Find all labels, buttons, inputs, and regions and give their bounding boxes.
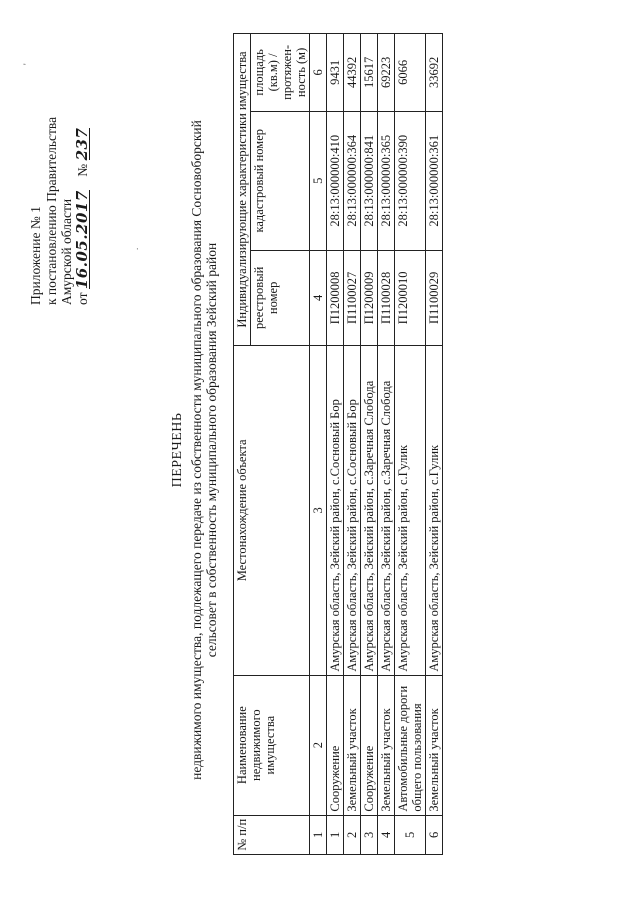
row-registry: П1200008 xyxy=(327,250,344,345)
row-name: Земельный участок xyxy=(344,675,361,815)
row-cadastral: 28:13:000000:410 xyxy=(327,111,344,250)
header-cadastral: кадастровый номер xyxy=(251,111,310,250)
table-row xyxy=(426,34,443,855)
row-cadastral: 28:13:000000:365 xyxy=(378,111,395,250)
document-title xyxy=(170,55,220,845)
row-location: Амурская область, Зейский район, с.Гулик xyxy=(426,346,443,676)
row-name: Сооружение xyxy=(361,675,378,815)
property-table xyxy=(233,33,443,855)
column-number: 1 xyxy=(310,815,327,854)
row-location: Амурская область, Зейский район, с.Сосновый Бор xyxy=(344,346,361,676)
header-name: Наименование недвижимого имущества xyxy=(234,675,310,815)
row-registry: П1200009 xyxy=(361,250,378,345)
title-main: ПЕРЕЧЕНЬ xyxy=(170,412,185,488)
table-row xyxy=(344,34,361,855)
row-registry: П1100027 xyxy=(344,250,361,345)
row-name: Сооружение xyxy=(327,675,344,815)
table-row xyxy=(378,34,395,855)
row-num: 3 xyxy=(361,815,378,854)
column-number-row xyxy=(310,34,327,855)
row-area: 9431 xyxy=(327,34,344,112)
row-num: 2 xyxy=(344,815,361,854)
row-location: Амурская область, Зейский район, с.Заречная Слобода xyxy=(378,346,395,676)
row-location: Амурская область, Зейский район, с.Сосновый Бор xyxy=(327,346,344,676)
row-cadastral: 28:13:000000:390 xyxy=(395,111,426,250)
column-number: 3 xyxy=(310,346,327,676)
row-cadastral: 28:13:000000:364 xyxy=(344,111,361,250)
title-line-2: сельсовет в собственность муниципального образования Зейский район xyxy=(204,242,219,658)
row-num: 6 xyxy=(426,815,443,854)
column-number: 6 xyxy=(310,34,327,112)
row-name: Автомобильные дороги общего пользования xyxy=(395,675,426,815)
row-area: 44392 xyxy=(344,34,361,112)
row-area: 33692 xyxy=(426,34,443,112)
number-prefix: № xyxy=(74,163,90,177)
row-name: Земельный участок xyxy=(378,675,395,815)
header-num: № п/п xyxy=(234,815,310,854)
header-location: Местонахождение объекта xyxy=(234,346,310,676)
header-ident-group: Индивидуализирующие характеристики имущества xyxy=(234,34,251,346)
row-num: 4 xyxy=(378,815,395,854)
row-num: 1 xyxy=(327,815,344,854)
row-area: 69223 xyxy=(378,34,395,112)
row-registry: П1100028 xyxy=(378,250,395,345)
title-line-1: недвижимого имущества, подлежащего передаче из собственности муниципального образования Сосновоборский xyxy=(188,120,204,780)
row-cadastral: 28:13:000000:841 xyxy=(361,111,378,250)
table-row xyxy=(327,34,344,855)
decree-date: 16.05.2017 xyxy=(72,190,91,290)
row-cadastral: 28:13:000000:361 xyxy=(426,111,443,250)
row-location: Амурская область, Зейский район, с.Заречная Слобода xyxy=(361,346,378,676)
column-number: 4 xyxy=(310,250,327,345)
row-registry: П1200010 xyxy=(395,250,426,345)
date-prefix: от xyxy=(74,292,90,305)
decree-number: 237 xyxy=(72,127,91,161)
row-area: 15617 xyxy=(361,34,378,112)
scan-speck: . xyxy=(130,247,140,250)
appendix-label: Приложение № 1 xyxy=(28,206,43,305)
appendix-region: Амурской области xyxy=(59,198,74,305)
row-location: Амурская область, Зейский район, с.Гулик xyxy=(395,346,426,676)
table-header-row xyxy=(234,34,251,855)
table-row xyxy=(395,34,426,855)
row-num: 5 xyxy=(395,815,426,854)
row-registry: П1100029 xyxy=(426,250,443,345)
header-area: площадь (кв.м) / протяжен-ность (м) xyxy=(251,34,310,112)
scan-speck: ' xyxy=(22,63,32,65)
appendix-header xyxy=(28,15,90,305)
table-row xyxy=(361,34,378,855)
column-number: 5 xyxy=(310,111,327,250)
row-area: 6066 xyxy=(395,34,426,112)
appendix-decree-ref: к постановлению Правительства xyxy=(43,116,59,305)
appendix-date-line xyxy=(72,15,91,305)
header-registry: реестровый номер xyxy=(251,250,310,345)
row-name: Земельный участок xyxy=(426,675,443,815)
column-number: 2 xyxy=(310,675,327,815)
